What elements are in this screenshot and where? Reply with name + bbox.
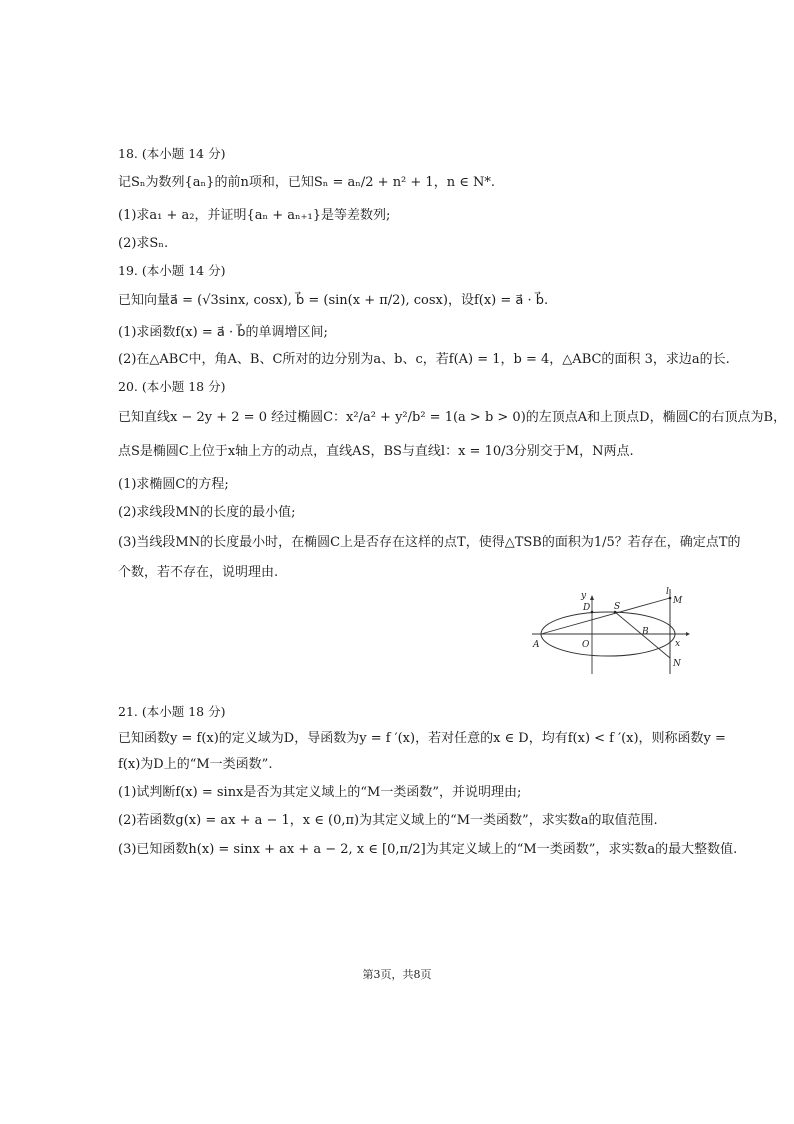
q20-heading: 20. (本小题 18 分) bbox=[118, 379, 226, 394]
q18-part2: (2)求Sₙ. bbox=[118, 236, 169, 251]
q21-part1: (1)试判断f(x) = sinx是否为其定义域上的“M一类函数”，并说明理由; bbox=[118, 785, 522, 800]
q18-stem: 记Sₙ为数列{aₙ}的前n项和，已知Sₙ = aₙ/2 + n² + 1，n ∈ N*. bbox=[118, 175, 495, 190]
q21-heading: 21. (本小题 18 分) bbox=[118, 704, 226, 719]
q19-part2: (2)在△ABC中，角A、B、C所对的边分别为a、b、c，若f(A) = 1，b = 4，△ABC的面积 3，求边a的长. bbox=[118, 352, 730, 367]
q18-heading: 18. (本小题 14 分) bbox=[118, 146, 226, 161]
page-footer: 第3页，共8页 bbox=[362, 968, 432, 981]
label-S: S bbox=[614, 602, 621, 612]
point-D bbox=[591, 611, 594, 614]
label-A: A bbox=[533, 640, 540, 650]
label-M: M bbox=[673, 596, 683, 606]
q19-heading: 19. (本小题 14 分) bbox=[118, 263, 226, 278]
q19-stem: 已知向量a⃗ = (√3sinx, cosx), b⃗ = (sin(x + π/2), cosx)，设f(x) = a⃗ · b⃗. bbox=[118, 293, 549, 308]
point-M bbox=[669, 597, 672, 600]
q20-part3-line2: 个数，若不存在，说明理由. bbox=[118, 565, 279, 580]
q18-part1: (1)求a₁ + a₂，并证明{aₙ + aₙ₊₁}是等差数列; bbox=[118, 208, 391, 223]
q20-part2: (2)求线段MN的长度的最小值; bbox=[118, 505, 296, 520]
q21-stem-line1: 已知函数y = f(x)的定义域为D，导函数为y = f ′(x)，若对任意的x ∈ D，均有f(x) < f ′(x)，则称函数y = bbox=[118, 731, 726, 746]
label-x: x bbox=[675, 639, 681, 649]
label-y: y bbox=[581, 591, 587, 601]
ellipse-figure bbox=[530, 584, 690, 674]
label-l: l bbox=[666, 587, 669, 597]
q20-part3-line1: (3)当线段MN的长度最小时，在椭圆C上是否存在这样的点T，使得△TSB的面积为1/5？若存在，确定点T的 bbox=[118, 535, 741, 550]
x-axis-arrow bbox=[686, 632, 690, 636]
q21-part2: (2)若函数g(x) = ax + a − 1，x ∈ (0,π)为其定义域上的“M一类函数”，求实数a的取值范围. bbox=[118, 813, 658, 828]
label-O: O bbox=[582, 640, 590, 650]
q20-stem-line2: 点S是椭圆C上位于x轴上方的动点，直线AS，BS与直线l：x = 10/3分别交于M，N两点. bbox=[118, 444, 634, 459]
label-N: N bbox=[673, 659, 681, 669]
label-D: D bbox=[583, 603, 591, 613]
label-B: B bbox=[642, 627, 649, 637]
q20-stem-line1: 已知直线x − 2y + 2 = 0 经过椭圆C：x²/a² + y²/b² = 1(a > b > 0)的左顶点A和上顶点D，椭圆C的右顶点为B， bbox=[118, 410, 787, 425]
q19-part1: (1)求函数f(x) = a⃗ · b⃗的单调增区间; bbox=[118, 325, 328, 340]
line-AM bbox=[541, 598, 670, 634]
q20-part1: (1)求椭圆C的方程; bbox=[118, 477, 229, 492]
q21-stem-line2: f(x)为D上的“M一类函数”. bbox=[118, 757, 273, 772]
y-axis-arrow bbox=[590, 595, 594, 600]
q21-part3: (3)已知函数h(x) = sinx + ax + a − 2, x ∈ [0,π/2]为其定义域上的“M一类函数”，求实数a的最大整数值. bbox=[118, 842, 738, 857]
